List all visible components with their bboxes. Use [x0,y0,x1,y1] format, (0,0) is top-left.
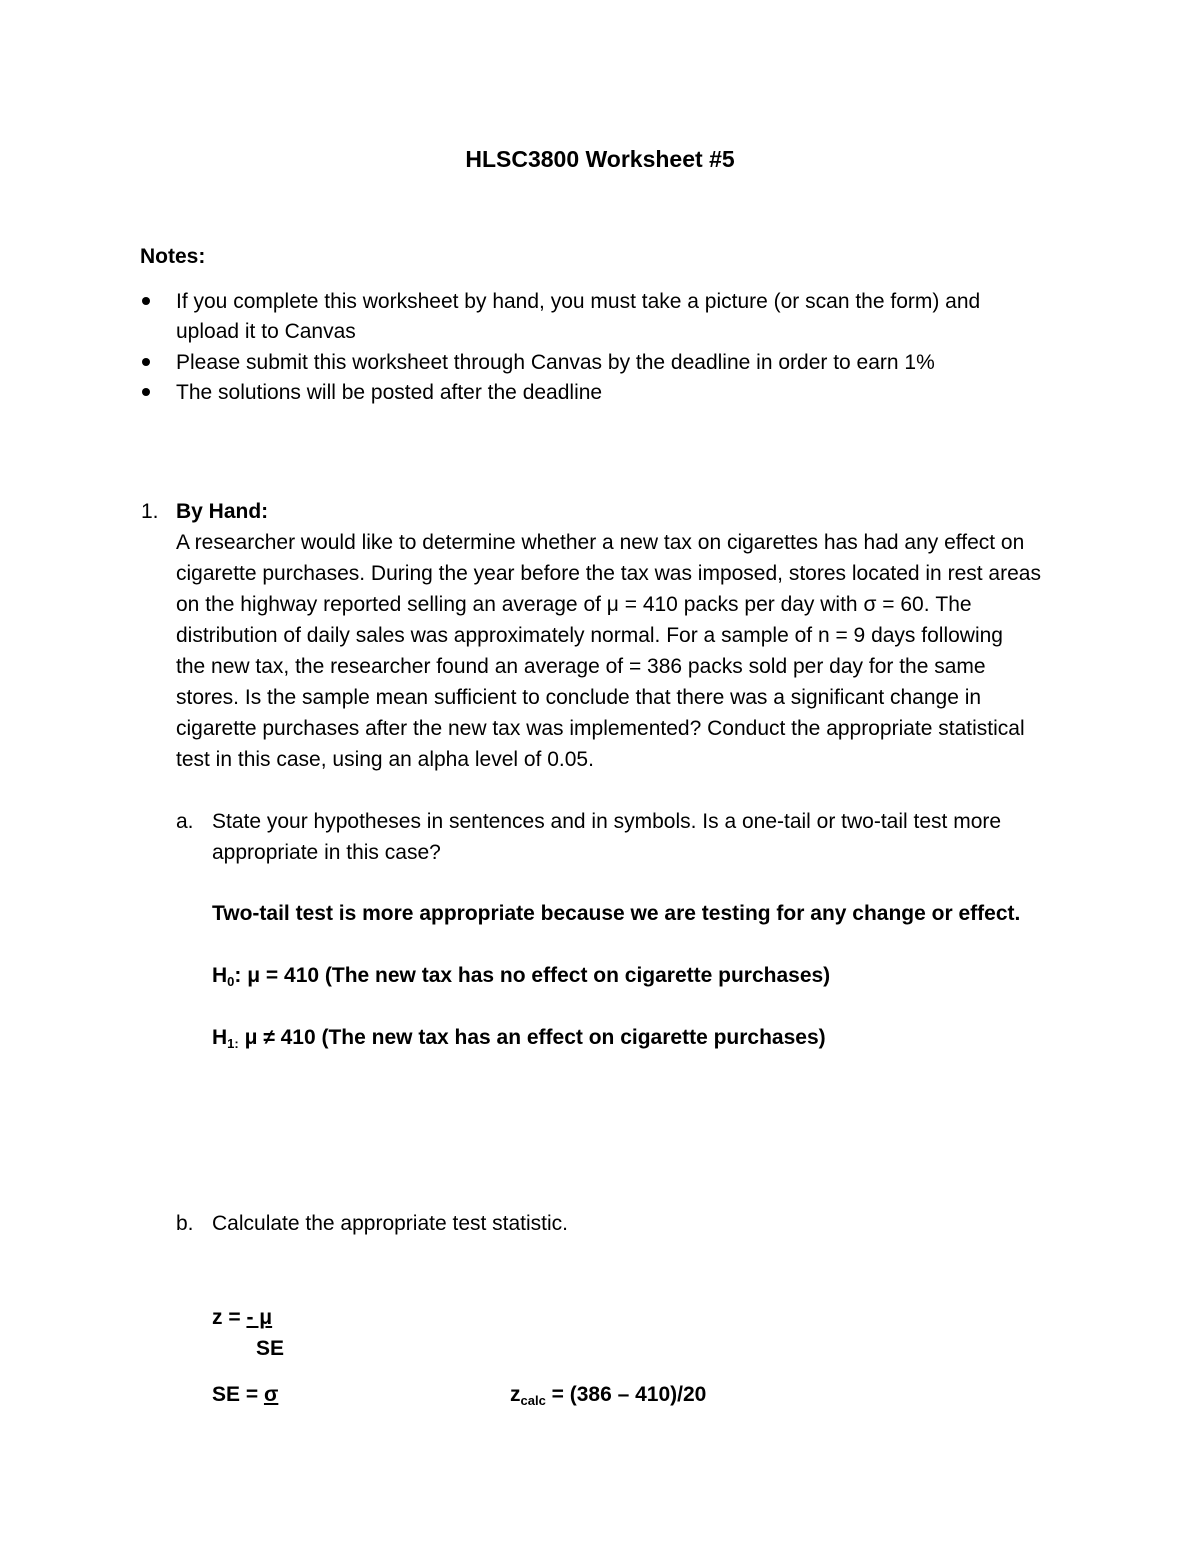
part-a-answer: Two-tail test is more appropriate because we are testing for any change or effect. [212,902,1021,925]
question-number: 1. [141,500,159,523]
zcalc-text: = (386 – 410)/20 [545,1383,707,1406]
note-item-3: The solutions will be posted after the deadline [176,381,603,404]
zcalc-subscript: calc [520,1393,546,1408]
notes-heading: Notes: [140,245,206,268]
h0-letter: H [212,964,228,987]
note-item-2: Please submit this worksheet through Canvas by the deadline in order to earn 1% [176,351,935,374]
z-denominator: SE [256,1337,285,1360]
h1-subscript: 1: [227,1036,239,1051]
alternative-hypothesis [212,1022,826,1053]
question-text-line: the new tax, the researcher found an average of = 386 packs sold per day for the same [176,655,986,678]
null-hypothesis [212,960,830,991]
zcalc-letter: z [510,1383,521,1406]
h0-text: : μ = 410 (The new tax has no effect on cigarette purchases) [234,964,831,987]
se-formula [212,1379,278,1410]
question-heading: By Hand: [176,500,269,523]
note-item-1-line-2: upload it to Canvas [176,320,356,343]
question-text-line: distribution of daily sales was approximately normal. For a sample of n = 9 days following [176,624,1003,647]
note-item-1-line-1: If you complete this worksheet by hand, you must take a picture (or scan the form) and [176,290,981,313]
z-calc-formula [510,1379,706,1410]
question-text-line: cigarette purchases. During the year before the tax was imposed, stores located in rest areas [176,562,1041,585]
question-text-line: on the highway reported selling an average of μ = 410 packs per day with σ = 60. The [176,593,972,616]
bullet-icon [142,297,150,305]
z-formula-numerator [212,1302,272,1333]
z-label: z = [212,1306,247,1329]
part-b-prompt: Calculate the appropriate test statistic. [212,1212,569,1235]
page-title: HLSC3800 Worksheet #5 [465,146,735,172]
h1-letter: H [212,1026,228,1049]
se-numerator: σ [263,1383,279,1406]
z-numerator: - μ [246,1306,273,1329]
question-text-line: test in this case, using an alpha level of 0.05. [176,748,594,771]
question-text-line: stores. Is the sample mean sufficient to conclude that there was a significant change in [176,686,982,709]
se-label: SE = [212,1383,264,1406]
question-text-line: cigarette purchases after the new tax was implemented? Conduct the appropriate statistical [176,717,1025,740]
h1-text: μ ≠ 410 (The new tax has an effect on cigarette purchases) [238,1026,826,1049]
part-b-letter: b. [176,1212,194,1235]
part-a-prompt-line-1: State your hypotheses in sentences and in symbols. Is a one-tail or two-tail test more [212,810,1002,833]
question-text-line: A researcher would like to determine whether a new tax on cigarettes has had any effect on [176,531,1025,554]
h0-subscript: 0 [227,974,235,989]
part-a-prompt-line-2: appropriate in this case? [212,841,441,864]
part-a-letter: a. [176,810,194,833]
bullet-icon [142,358,150,366]
bullet-icon [142,388,150,396]
